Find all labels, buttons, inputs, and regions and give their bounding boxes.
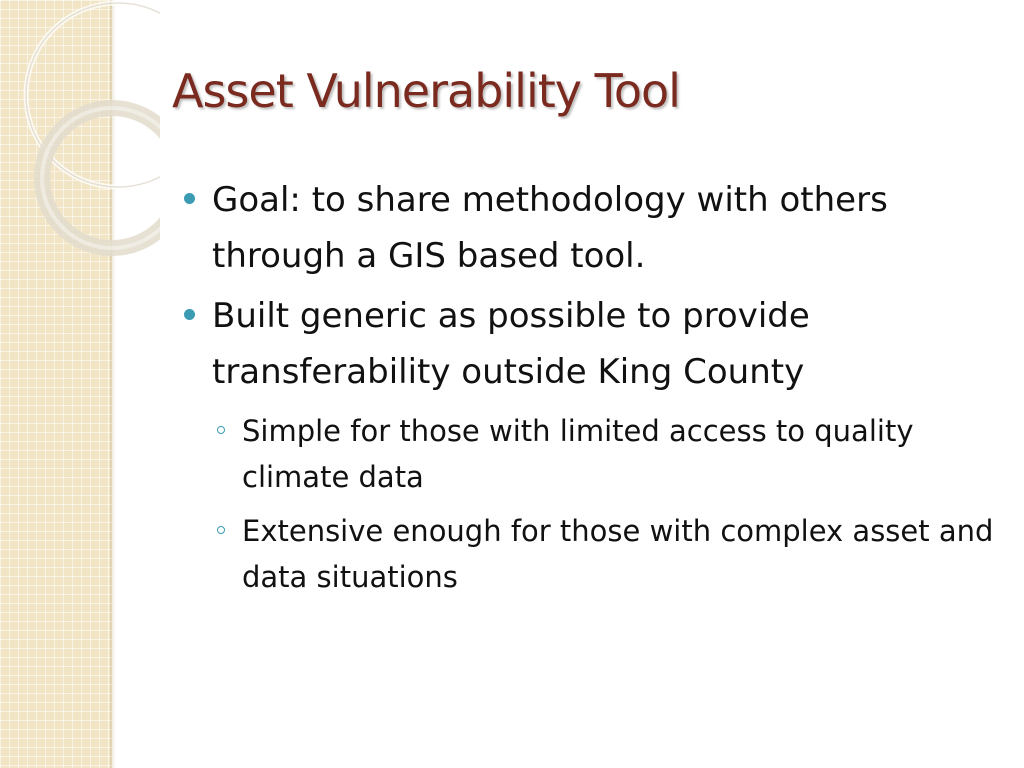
sub-bullet-text: Simple for those with limited access to quality climate data [242, 414, 914, 494]
slide-title: Asset Vulnerability Tool [172, 64, 680, 118]
bullet-dot-icon [184, 309, 195, 320]
bullet-item [184, 288, 994, 400]
bullet-dot-icon [184, 193, 195, 204]
bullet-text: Goal: to share methodology with others through a GIS based tool. [212, 180, 888, 276]
bullet-text: Built generic as possible to provide transferability outside King County [212, 296, 810, 392]
sub-bullet-ring-icon [217, 526, 225, 534]
bullet-list [184, 172, 994, 608]
sub-bullet-item [184, 408, 994, 500]
decorative-rings [0, 0, 160, 280]
sub-bullet-text: Extensive enough for those with complex asset and data situations [242, 514, 994, 594]
bullet-item [184, 172, 994, 284]
sub-bullet-item [184, 508, 994, 600]
sub-bullet-ring-icon [217, 426, 225, 434]
